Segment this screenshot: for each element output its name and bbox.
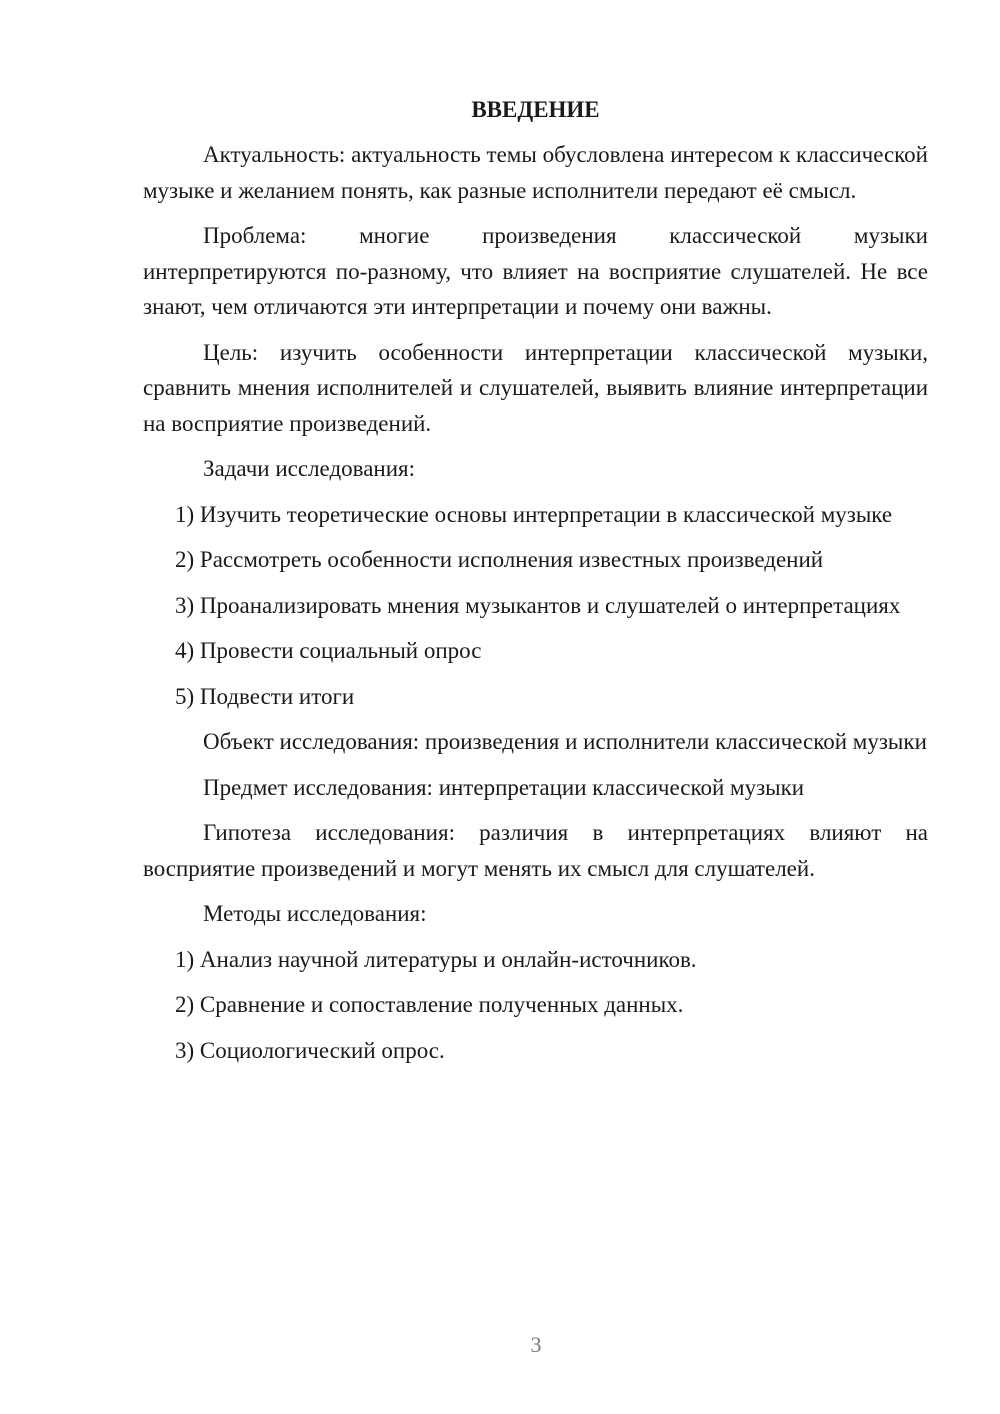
paragraph-relevance: Актуальность: актуальность темы обусловлена интересом к классической музыке и желанием понять, как разные исполнители передают её смысл.	[143, 142, 928, 203]
methods-title: Методы исследования:	[203, 901, 427, 926]
tasks-title: Задачи исследования:	[203, 456, 416, 481]
paragraph-goal: Цель: изучить особенности интерпретации классической музыки, сравнить мнения исполнителей и слушателей, выявить влияние интерпретации на восприятие произведений.	[143, 339, 928, 436]
task-item-5: 5) Подвести итоги	[175, 683, 355, 709]
method-item-1: 1) Анализ научной литературы и онлайн-источников.	[175, 946, 697, 972]
paragraph-hypothesis: Гипотеза исследования: различия в интерпретациях влияют на восприятие произведений и могут менять их смысл для слушателей.	[143, 820, 928, 881]
task-item-1: 1) Изучить теоретические основы интерпретации в классической музыке	[175, 501, 893, 527]
task-item-3: 3) Проанализировать мнения музыкантов и слушателей о интерпретациях	[175, 592, 901, 618]
paragraph-problem: Проблема: многие произведения классической музыки интерпретируются по-разному, что влияет на восприятие слушателей. Не все знают, чем отличаются эти интерпретации и почему они важны.	[143, 223, 928, 319]
method-item-3: 3) Социологический опрос.	[175, 1037, 445, 1063]
method-item-2: 2) Сравнение и сопоставление полученных данных.	[175, 992, 684, 1017]
task-item-2: 2) Рассмотреть особенности исполнения известных произведений	[175, 547, 824, 572]
page-number: 3	[530, 1332, 542, 1357]
section-heading: ВВЕДЕНИЕ	[471, 97, 600, 122]
paragraph-object: Объект исследования: произведения и исполнители классической музыки	[203, 729, 927, 754]
paragraph-subject: Предмет исследования: интерпретации классической музыки	[203, 774, 805, 800]
task-item-4: 4) Провести социальный опрос	[175, 638, 482, 663]
document-page	[143, 92, 928, 1078]
